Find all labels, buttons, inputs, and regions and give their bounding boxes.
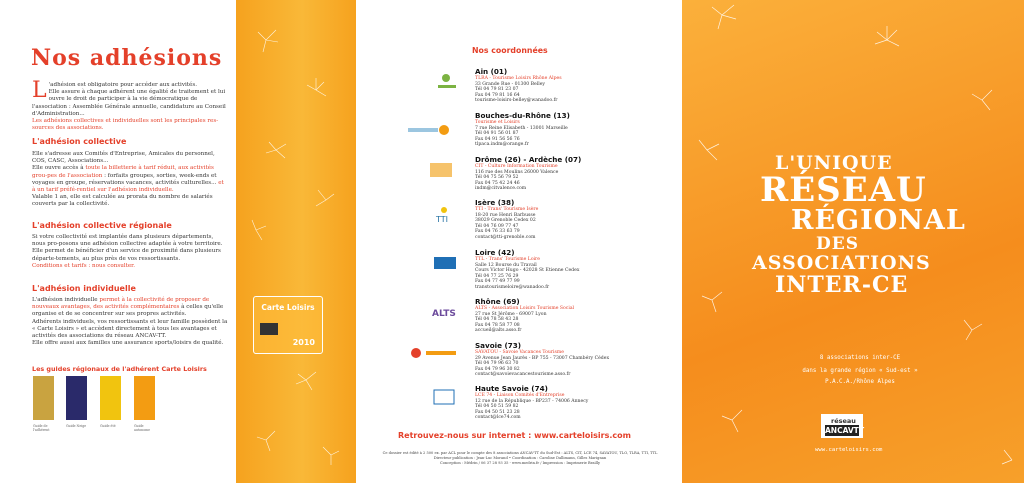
fax: Fax 04 75 42 24 46 [475,180,520,186]
org-name: LCE 74 - Liaison Comités d'Entreprise [475,393,565,398]
intro-text [32,78,228,132]
fax: Fax 04 76 33 63 79 [475,229,520,235]
card-year: 2010 [292,338,315,347]
phone: Tél 04 76 09 77 47 [475,223,519,229]
ancav-logo [821,414,863,438]
headline-line3: RÉGIONAL [791,205,966,236]
ttl-logo [404,253,462,271]
section-title-regional: L'adhésion collective régionale [32,221,172,230]
coordinates-title: Nos coordonnées [472,46,548,55]
org-name: SAVATOU - Savoie Vacances Tourisme [475,350,564,355]
entry-drome-ardeche [475,155,675,192]
card-title: Carte Loisirs [261,303,315,312]
address-line: 116 rue des Moulins 26000 Valence [475,169,559,175]
fax: Fax 04 77 49 77 99 [475,279,520,285]
guide-caption: Guide été [100,424,116,428]
collective-text [32,151,228,209]
entry-savoie [475,341,675,378]
svg-text:ALTS: ALTS [432,309,456,319]
entry-rhone [475,297,675,334]
address-line: 27 rue St Jérôme - 69007 Lyon [475,311,547,317]
website-link[interactable]: Retrouvez-nous sur internet : www.carteloisirs.com [398,431,631,440]
region-name: Haute Savoie (74) [475,384,548,393]
headline-line5: ASSOCIATIONS [752,252,931,274]
org-name: Tourisme et Loisirs [475,120,520,125]
region-name: Savoie (73) [475,341,522,350]
collective-p2a: Elle ouvre accès à [32,165,86,172]
cit-logo [404,161,462,179]
headline-line1: L'UNIQUE [775,152,893,174]
org-name: TLRA - Tourisme Loisirs Rhône Alpes [475,76,562,81]
regional-conditions: Conditions et tarifs : nous consulter. [32,262,136,269]
guide-caption: Guide autonome [134,424,151,432]
entry-isere [475,198,675,241]
fax: Fax 04 79 81 16 64 [475,92,520,98]
footer-design: Conception : Médrin / 06 37 28 93 35 - www.medrin.fr / Impression : Imprimerie Brailly [439,461,601,465]
address-line: Salle 12 Bourse du Travail [475,262,537,268]
guide-cover-ete [100,376,121,420]
section-title-collective: L'adhésion collective [32,137,127,146]
decor-strip [236,0,356,483]
savatou-logo [404,345,462,363]
email-link[interactable]: accueil@alts.asso.fr [475,328,522,334]
collective-p2-highlight: toute la billetterie à tarif réduit, aux activités grou-pes de l'association [32,165,214,179]
address-line: 12 rue de la République - BP237 - 74006 Annecy [475,398,589,404]
subtitle-line3: P.A.C.A./Rhône Alpes [825,379,895,385]
org-name: TTL - Trans' Tourisme Loire [475,257,540,262]
phone: Tél 04 78 58 43 28 [475,317,519,323]
fax: Fax 04 79 96 30 82 [475,366,520,372]
entry-loire [475,248,675,291]
org-name: ALTS - Association Loisirs Tourisme Social [475,306,575,311]
phone: Tél 04 75 56 79 52 [475,175,519,181]
email-link[interactable]: indm@citvalence.com [475,186,527,192]
tourisme-loisirs-logo [404,118,462,136]
region-name: Isère (38) [475,198,515,207]
org-name: TTI - Trans' Tourisme Isère [475,207,539,212]
intro-highlight: Les adhésions collectives et individuelles sont les principales res-sources des associations. [32,118,219,132]
phone: Tél 04 79 81 23 07 [475,87,519,93]
email-link[interactable]: tlpaca.indm@orange.fr [475,142,529,148]
cover-url[interactable]: www.carteloisirs.com [815,447,883,453]
region-name: Ain (01) [475,67,508,76]
guide-caption: Guide Neige [66,424,87,428]
address-line: 29 Avenue Jean Jaurès - BP 755 - 73007 Chambéry Cédex [475,355,610,361]
guide-caption: Guide de l'adhérent [33,424,50,432]
adhesions-panel [0,0,236,483]
carte-loisirs-card [253,296,323,354]
headline-line6: INTER-CE [775,272,909,298]
entry-bouches-du-rhone [475,111,675,148]
region-name: Rhône (69) [475,297,520,306]
headline-line2: RÉSEAU [760,170,927,210]
section-title-individual: L'adhésion individuelle [32,284,136,293]
tti-logo [404,205,462,223]
region-name: Bouches-du-Rhône (13) [475,111,570,120]
address-line: 33 Grande Rue - 01300 Belley [475,81,546,87]
individual-p1b: à celles qu'elle organise et de se concentrer sur ses propres activités. [32,304,224,318]
phone: Tél 04 77 25 76 29 [475,273,519,279]
alts-logo [404,302,462,320]
subtitle-line2: dans la grande région « Sud-est » [802,368,918,374]
phone: Tél 04 79 96 63 70 [475,361,519,367]
address-line: Cours Victor Hugo - 42028 St Etienne Cedex [475,268,580,274]
entry-haute-savoie [475,384,675,421]
guide-cover-autonome [134,376,155,420]
fax: Fax 04 50 51 23 28 [475,409,520,415]
intro-body: 'adhésion est obligatoire pour accéder aux activités. Elle assure à chaque adhérent une égalité de traitement et lui ouvre le droit de participer à la vie démocratique de l'association : Assemblée Générale annuelle, candidature au Conseil d'Administration... [32,82,226,117]
svg-text:TTI: TTI [436,215,448,223]
fax: Fax 04 78 58 77 08 [475,322,520,328]
page-title: Nos adhésions [31,45,223,71]
drop-cap: L [32,78,47,103]
individual-p1 [32,297,228,319]
collective-p3: Valable 1 an, elle est calculée au prorata du nombre de salariés couverts par la collectivité. [32,194,213,208]
address-line: 38029 Grenoble Cedex 02 [475,218,536,224]
logo-bottom-text: ANCAVTT [825,426,865,435]
guide-cover-neige [66,376,87,420]
org-name: CIT - Culture Information Tourisme [475,164,558,169]
email-link[interactable]: tourisme-loisirs-belley@wanadoo.fr [475,98,558,104]
phone: Tél 04 91 56 01 87 [475,131,519,137]
email-link[interactable]: contact@tti-grenoble.com [475,234,536,240]
footer-director: Directeur publication : Jean-Luc Morand • Coordination : Caroline Dallimann, Gilles Marignan [433,456,607,460]
footer-credits: Ce dossier est édité à 2 500 ex. par ACL pour le compte des 8 associations ANCAV-TT du Sud-Est : ALTS, CIT, LCE 74, SAVATOU, TLO, TLRA, TTI, TTL [382,451,658,455]
region-name: Loire (42) [475,248,515,257]
address-line: 7 rue Reine Elisabeth - 13001 Marseille [475,125,568,131]
dandelion-seeds-decoration [236,0,356,483]
entry-ain [475,67,675,104]
collective-p2b: : forfaits groupes, sorties, week-ends et voyages en groupe, réservations vacances, activités culturelles... [32,172,219,186]
regional-p2: Elle permet de bénéficier d'un service de proximité dans plusieurs départe-tements, au plus près de vos ressortissants. [32,248,221,262]
lce74-logo [404,387,462,405]
regional-text [32,234,228,270]
fax: Fax 04 91 56 56 76 [475,136,520,142]
individual-p2: Adhérents individuels, vos ressortissants et leur famille possèdent la « Carte Loisirs » et accèdent directement à tous les avantages et activités des associations du réseau ANCAV-TT. [32,318,228,340]
address-line: 18-20 rue Henri Barbusse [475,212,536,218]
individual-text [32,297,228,347]
individual-highlight: permet à la collectivité de proposer de nouveaux avantages, des activités complémentaires [32,297,210,311]
headline-line4: DES [816,234,859,254]
regional-p1: Si votre collectivité est implantée dans plusieurs départements, nous pro-posons une adhésion collective adaptée à votre territoire. [32,234,223,248]
guide-cover-adherent [33,376,54,420]
tlra-logo [404,72,462,90]
ancav-logo-mini [260,323,278,335]
phone: Tél 04 50 51 59 82 [475,404,519,410]
individual-p1a: L'adhésion individuelle [32,297,100,303]
collective-p1: Elle s'adresse aux Comités d'Entreprise, Amicales du personnel, COS, CASC, Associations... [32,151,215,165]
collective-p2 [32,165,228,194]
email-link[interactable]: contact@lce74.com [475,415,521,421]
email-link[interactable]: transtourismeloire@wanadoo.fr [475,284,550,290]
region-name: Drôme (26) - Ardèche (07) [475,155,582,164]
logo-top-text: réseau [831,417,856,425]
guides-title: Les guides régionaux de l'adhérent Carte Loisirs [32,365,207,373]
email-link[interactable]: contact@savoievacancestourisme.asso.fr [475,372,571,378]
individual-p3: Elle offre aussi aux familles une assurance sports/loisirs de qualité. [32,340,224,347]
collective-p2-highlight2: et à un tarif préfé-rentiel sur l'adhésion individuelle. [32,179,224,194]
subtitle-line1: 8 associations inter-CE [819,355,901,361]
